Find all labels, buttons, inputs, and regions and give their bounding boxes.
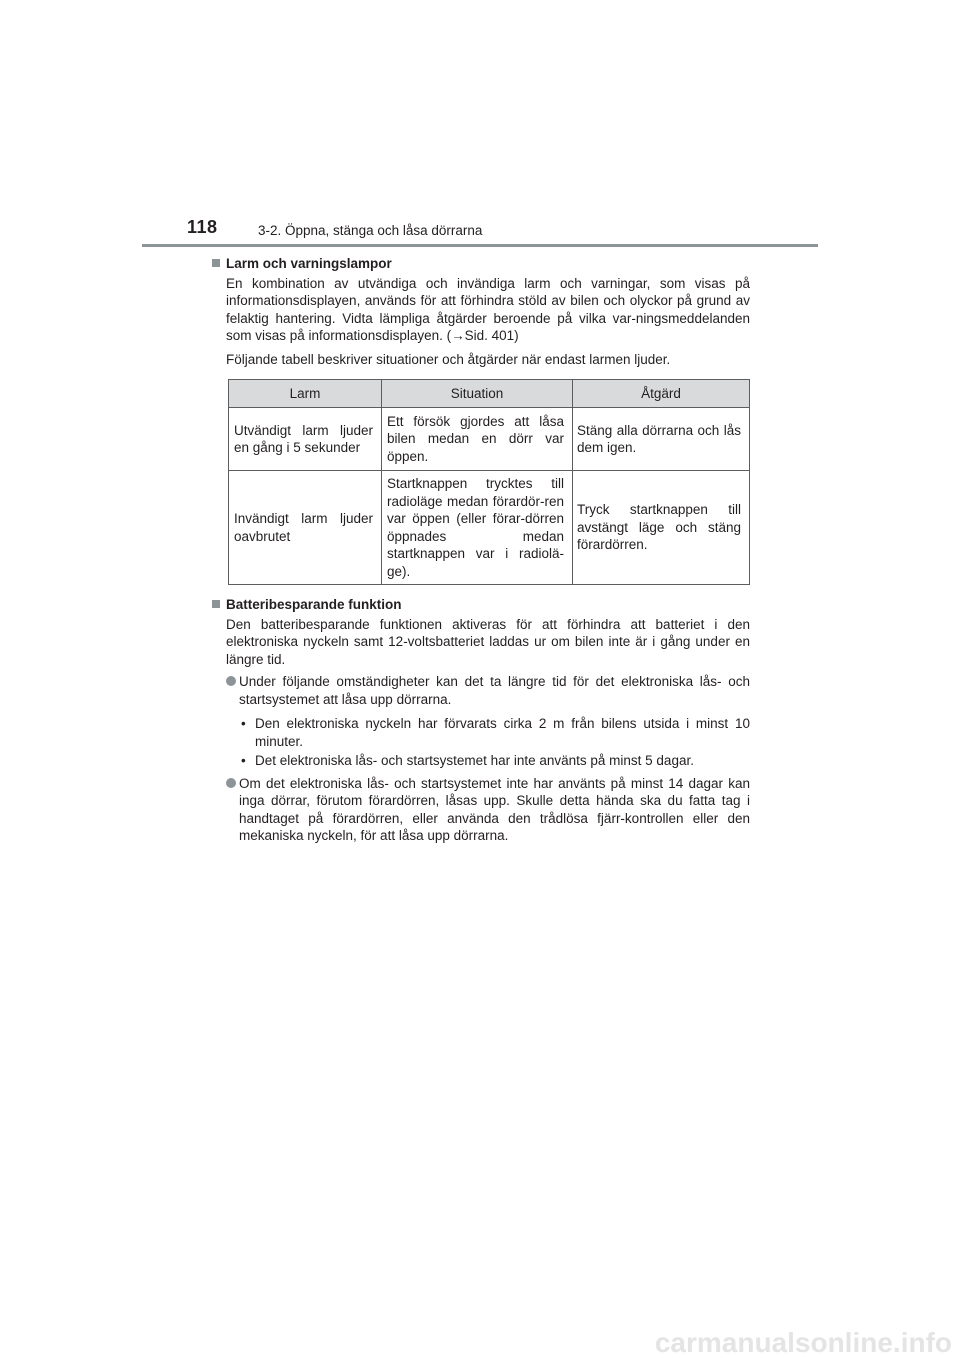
square-bullet-icon: [212, 259, 220, 267]
subheading-battery-saving-text: Batteribesparande funktion: [226, 597, 402, 612]
column-header-alarm: Larm: [229, 380, 382, 408]
subheading-alarms: [210, 255, 750, 273]
round-bullet-icon: [226, 676, 236, 686]
svg-text:carmanualsonline.info: carmanualsonline.info: [654, 1327, 952, 1358]
subheading-alarms-text: Larm och varningslampor: [226, 256, 392, 271]
paragraph: En kombination av utvändiga och invändiga larm och varningar, som visas på informationsdisplayen, används för att förhindra stöld av bilen och olyckor på grund av felaktig hantering. Vidta lämpliga åtgärder beroende på vilka var-ningsmeddelanden som visas på informationsdisplayen. (→Sid. 401): [226, 275, 750, 343]
paragraph: Den batteribesparande funktionen aktiveras för att förhindra att batteriet i den elektroniska nyckeln samt 12-voltsbatteriet laddas ur om bilen inte är i gång under en längre tid.: [226, 616, 750, 667]
table-cell: Utvändigt larm ljuder en gång i 5 sekunder: [229, 408, 382, 471]
sub-list-item-text: Den elektroniska nyckeln har förvarats cirka 2 m från bilens utsida i minst 10 minuter.: [255, 716, 750, 749]
section-title: 3-2. Öppna, stänga och låsa dörrarna: [258, 223, 483, 238]
page-content: [210, 255, 750, 845]
list-item-text: Under följande omständigheter kan det ta längre tid för det elektroniska lås- och startsystemet att låsa upp dörrarna.: [239, 674, 750, 707]
table-cell: Tryck startknappen till avstängt läge och stäng förardörren.: [573, 471, 750, 585]
column-header-situation: Situation: [382, 380, 573, 408]
round-bullet-icon: [226, 778, 236, 788]
alarm-table: [228, 379, 750, 585]
header-rule: [142, 244, 818, 247]
subheading-battery-saving: [210, 596, 750, 614]
table-cell: Ett försök gjordes att låsa bilen medan en dörr var öppen.: [382, 408, 573, 471]
sub-list-item-text: Det elektroniska lås- och startsystemet har inte använts på minst 5 dagar.: [255, 753, 694, 768]
bullet-dot-icon: •: [241, 753, 246, 768]
page-header: [0, 0, 960, 250]
list-item-text: Om det elektroniska lås- och startsystemet inte har använts på minst 14 dagar kan inga dörrar, förutom förardörren, låsas upp. Skulle detta hända ska du fatta tag i handtaget på förardörren, eller använda den trådlösa fjärr-kontrollen eller den mekaniska nyckeln, för att låsa upp dörrarna.: [239, 775, 750, 843]
table-cell: Startknappen trycktes till radioläge medan förardör-ren var öppen (eller förar-dörren öppnades medan startknappen var i radiolä-ge).: [382, 471, 573, 585]
table-row: [229, 471, 750, 585]
table-cell: Stäng alla dörrarna och lås dem igen.: [573, 408, 750, 471]
sub-list-item: [241, 715, 750, 750]
sub-list-item: [241, 752, 750, 770]
bullet-dot-icon: •: [241, 716, 246, 731]
list-item: [226, 673, 750, 708]
table-cell: Invändigt larm ljuder oavbrutet: [229, 471, 382, 585]
page-number: 118: [187, 217, 218, 237]
table-row: [229, 408, 750, 471]
paragraph: Följande tabell beskriver situationer och åtgärder när endast larmen ljuder.: [226, 351, 671, 367]
column-header-action: Åtgärd: [573, 380, 750, 408]
list-item: [226, 775, 750, 845]
square-bullet-icon: [212, 600, 220, 608]
table-header-row: [229, 380, 750, 408]
